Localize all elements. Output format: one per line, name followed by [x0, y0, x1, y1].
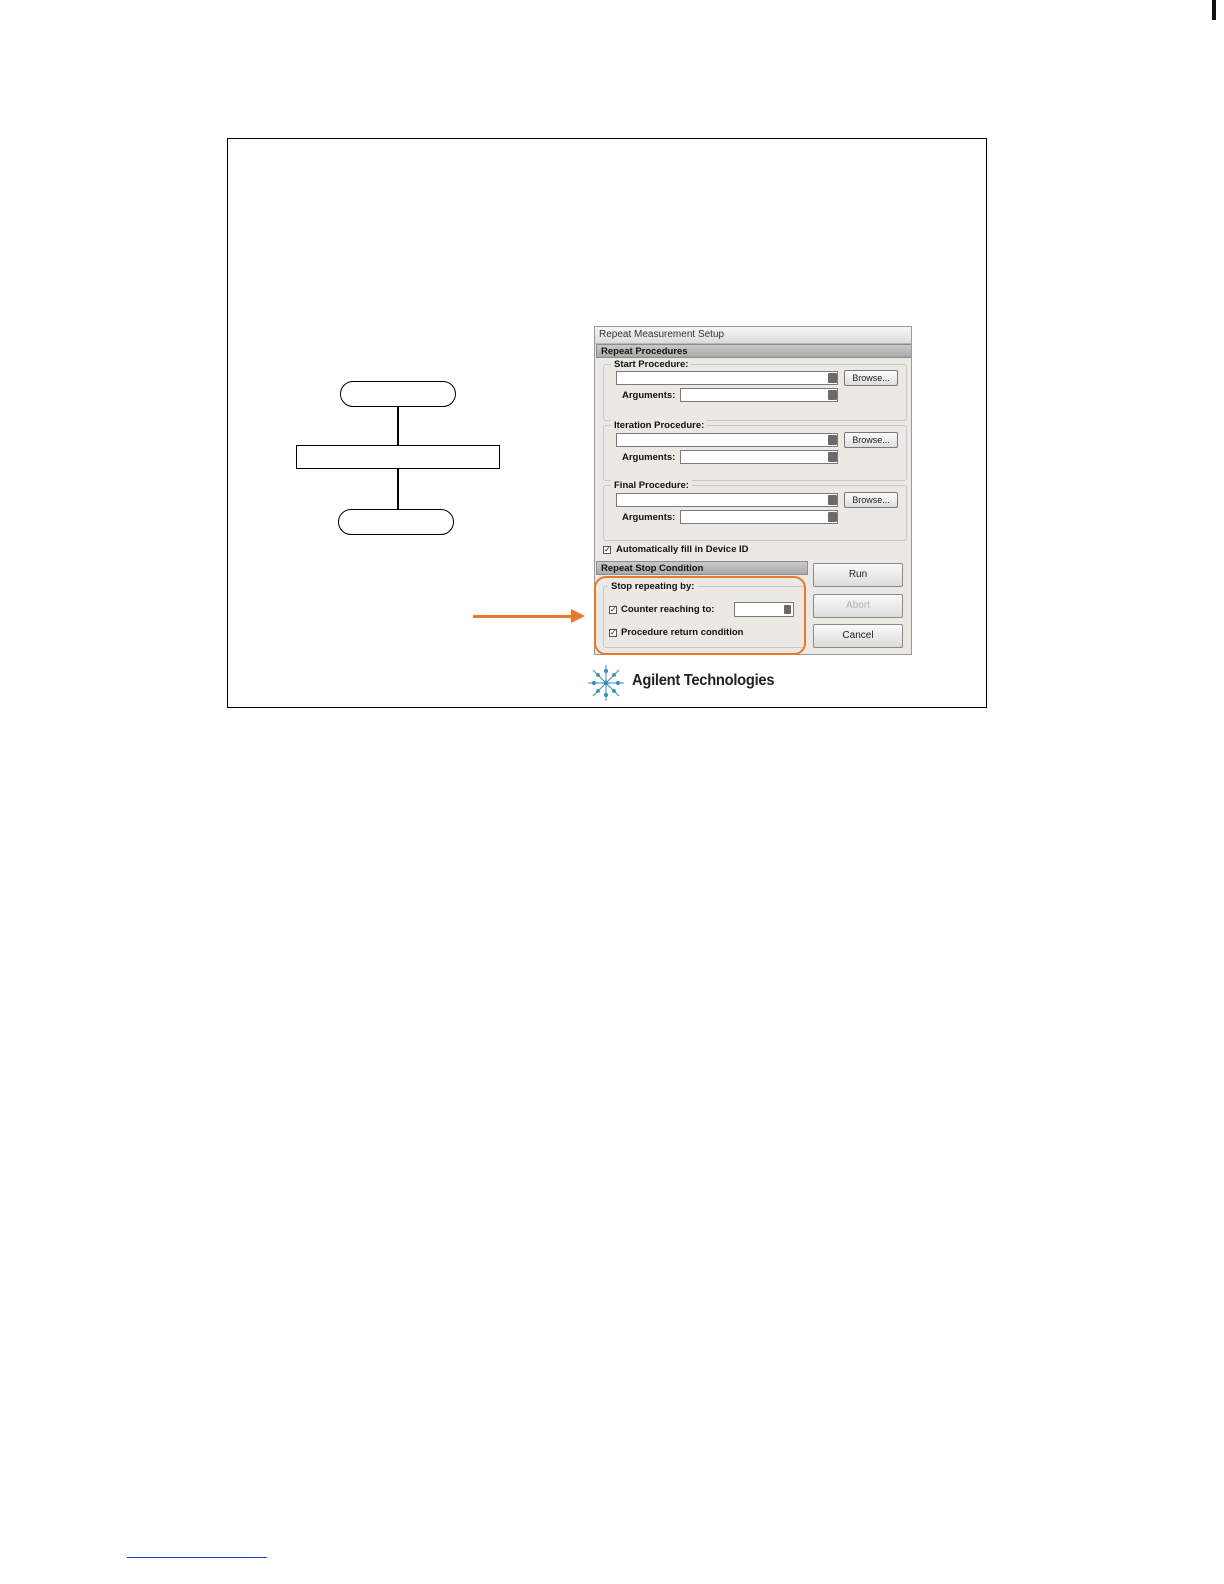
flowchart-process-box	[296, 445, 500, 469]
procedure-return-label: Procedure return condition	[621, 627, 744, 638]
start-procedure-dropdown-icon[interactable]	[828, 373, 837, 383]
iteration-procedure-group	[603, 420, 907, 481]
stop-repeating-label: Stop repeating by:	[608, 581, 697, 592]
footer-link-underline[interactable]	[127, 1557, 267, 1558]
slide-frame	[227, 138, 987, 708]
start-procedure-label: Start Procedure:	[611, 359, 691, 370]
start-arguments-input[interactable]	[680, 388, 838, 402]
counter-label: Counter reaching to:	[621, 604, 715, 615]
pointer-arrow-shaft	[473, 615, 573, 618]
counter-checkbox[interactable]: ✓	[610, 605, 617, 614]
start-arguments-label: Arguments:	[622, 390, 676, 401]
start-procedure-input[interactable]	[616, 371, 838, 385]
final-arguments-label: Arguments:	[622, 512, 676, 523]
iteration-arguments-dropdown-icon[interactable]	[828, 452, 837, 462]
final-procedure-group	[603, 480, 907, 541]
page-edge-mark	[1212, 0, 1216, 20]
iteration-arguments-label: Arguments:	[622, 452, 676, 463]
final-procedure-dropdown-icon[interactable]	[828, 495, 837, 505]
final-procedure-input[interactable]	[616, 493, 838, 507]
procedure-return-checkbox[interactable]: ✓	[610, 628, 617, 637]
auto-fill-checkbox[interactable]: ✓	[604, 545, 611, 554]
flowchart-end-terminal	[338, 509, 454, 535]
final-arguments-input[interactable]	[680, 510, 838, 524]
final-arguments-dropdown-icon[interactable]	[828, 512, 837, 522]
abort-button[interactable]: Abort	[813, 594, 903, 618]
agilent-spark-icon	[584, 663, 628, 703]
flowchart-connector-bottom	[397, 469, 399, 509]
iteration-procedure-dropdown-icon[interactable]	[828, 435, 837, 445]
iteration-procedure-browse-button[interactable]: Browse...	[844, 432, 898, 448]
final-procedure-label: Final Procedure:	[611, 480, 692, 491]
flowchart-start-terminal	[340, 381, 456, 407]
iteration-procedure-input[interactable]	[616, 433, 838, 447]
start-procedure-group	[603, 359, 907, 421]
run-button[interactable]: Run	[813, 563, 903, 587]
start-procedure-browse-button[interactable]: Browse...	[844, 370, 898, 386]
dialog-title: Repeat Measurement Setup	[595, 327, 911, 344]
agilent-logo-text: Agilent Technologies	[632, 672, 775, 689]
iteration-arguments-input[interactable]	[680, 450, 838, 464]
flowchart-connector-top	[397, 407, 399, 445]
agilent-logo	[584, 663, 794, 703]
iteration-procedure-label: Iteration Procedure:	[611, 420, 707, 431]
auto-fill-label: Automatically fill in Device ID	[616, 544, 749, 555]
start-arguments-dropdown-icon[interactable]	[828, 390, 837, 400]
repeat-stop-condition-header: Repeat Stop Condition	[596, 561, 808, 575]
cancel-button[interactable]: Cancel	[813, 624, 903, 648]
stop-condition-highlight	[594, 576, 806, 655]
final-procedure-browse-button[interactable]: Browse...	[844, 492, 898, 508]
repeat-procedures-header: Repeat Procedures	[596, 344, 912, 358]
pointer-arrow-head	[571, 609, 585, 623]
